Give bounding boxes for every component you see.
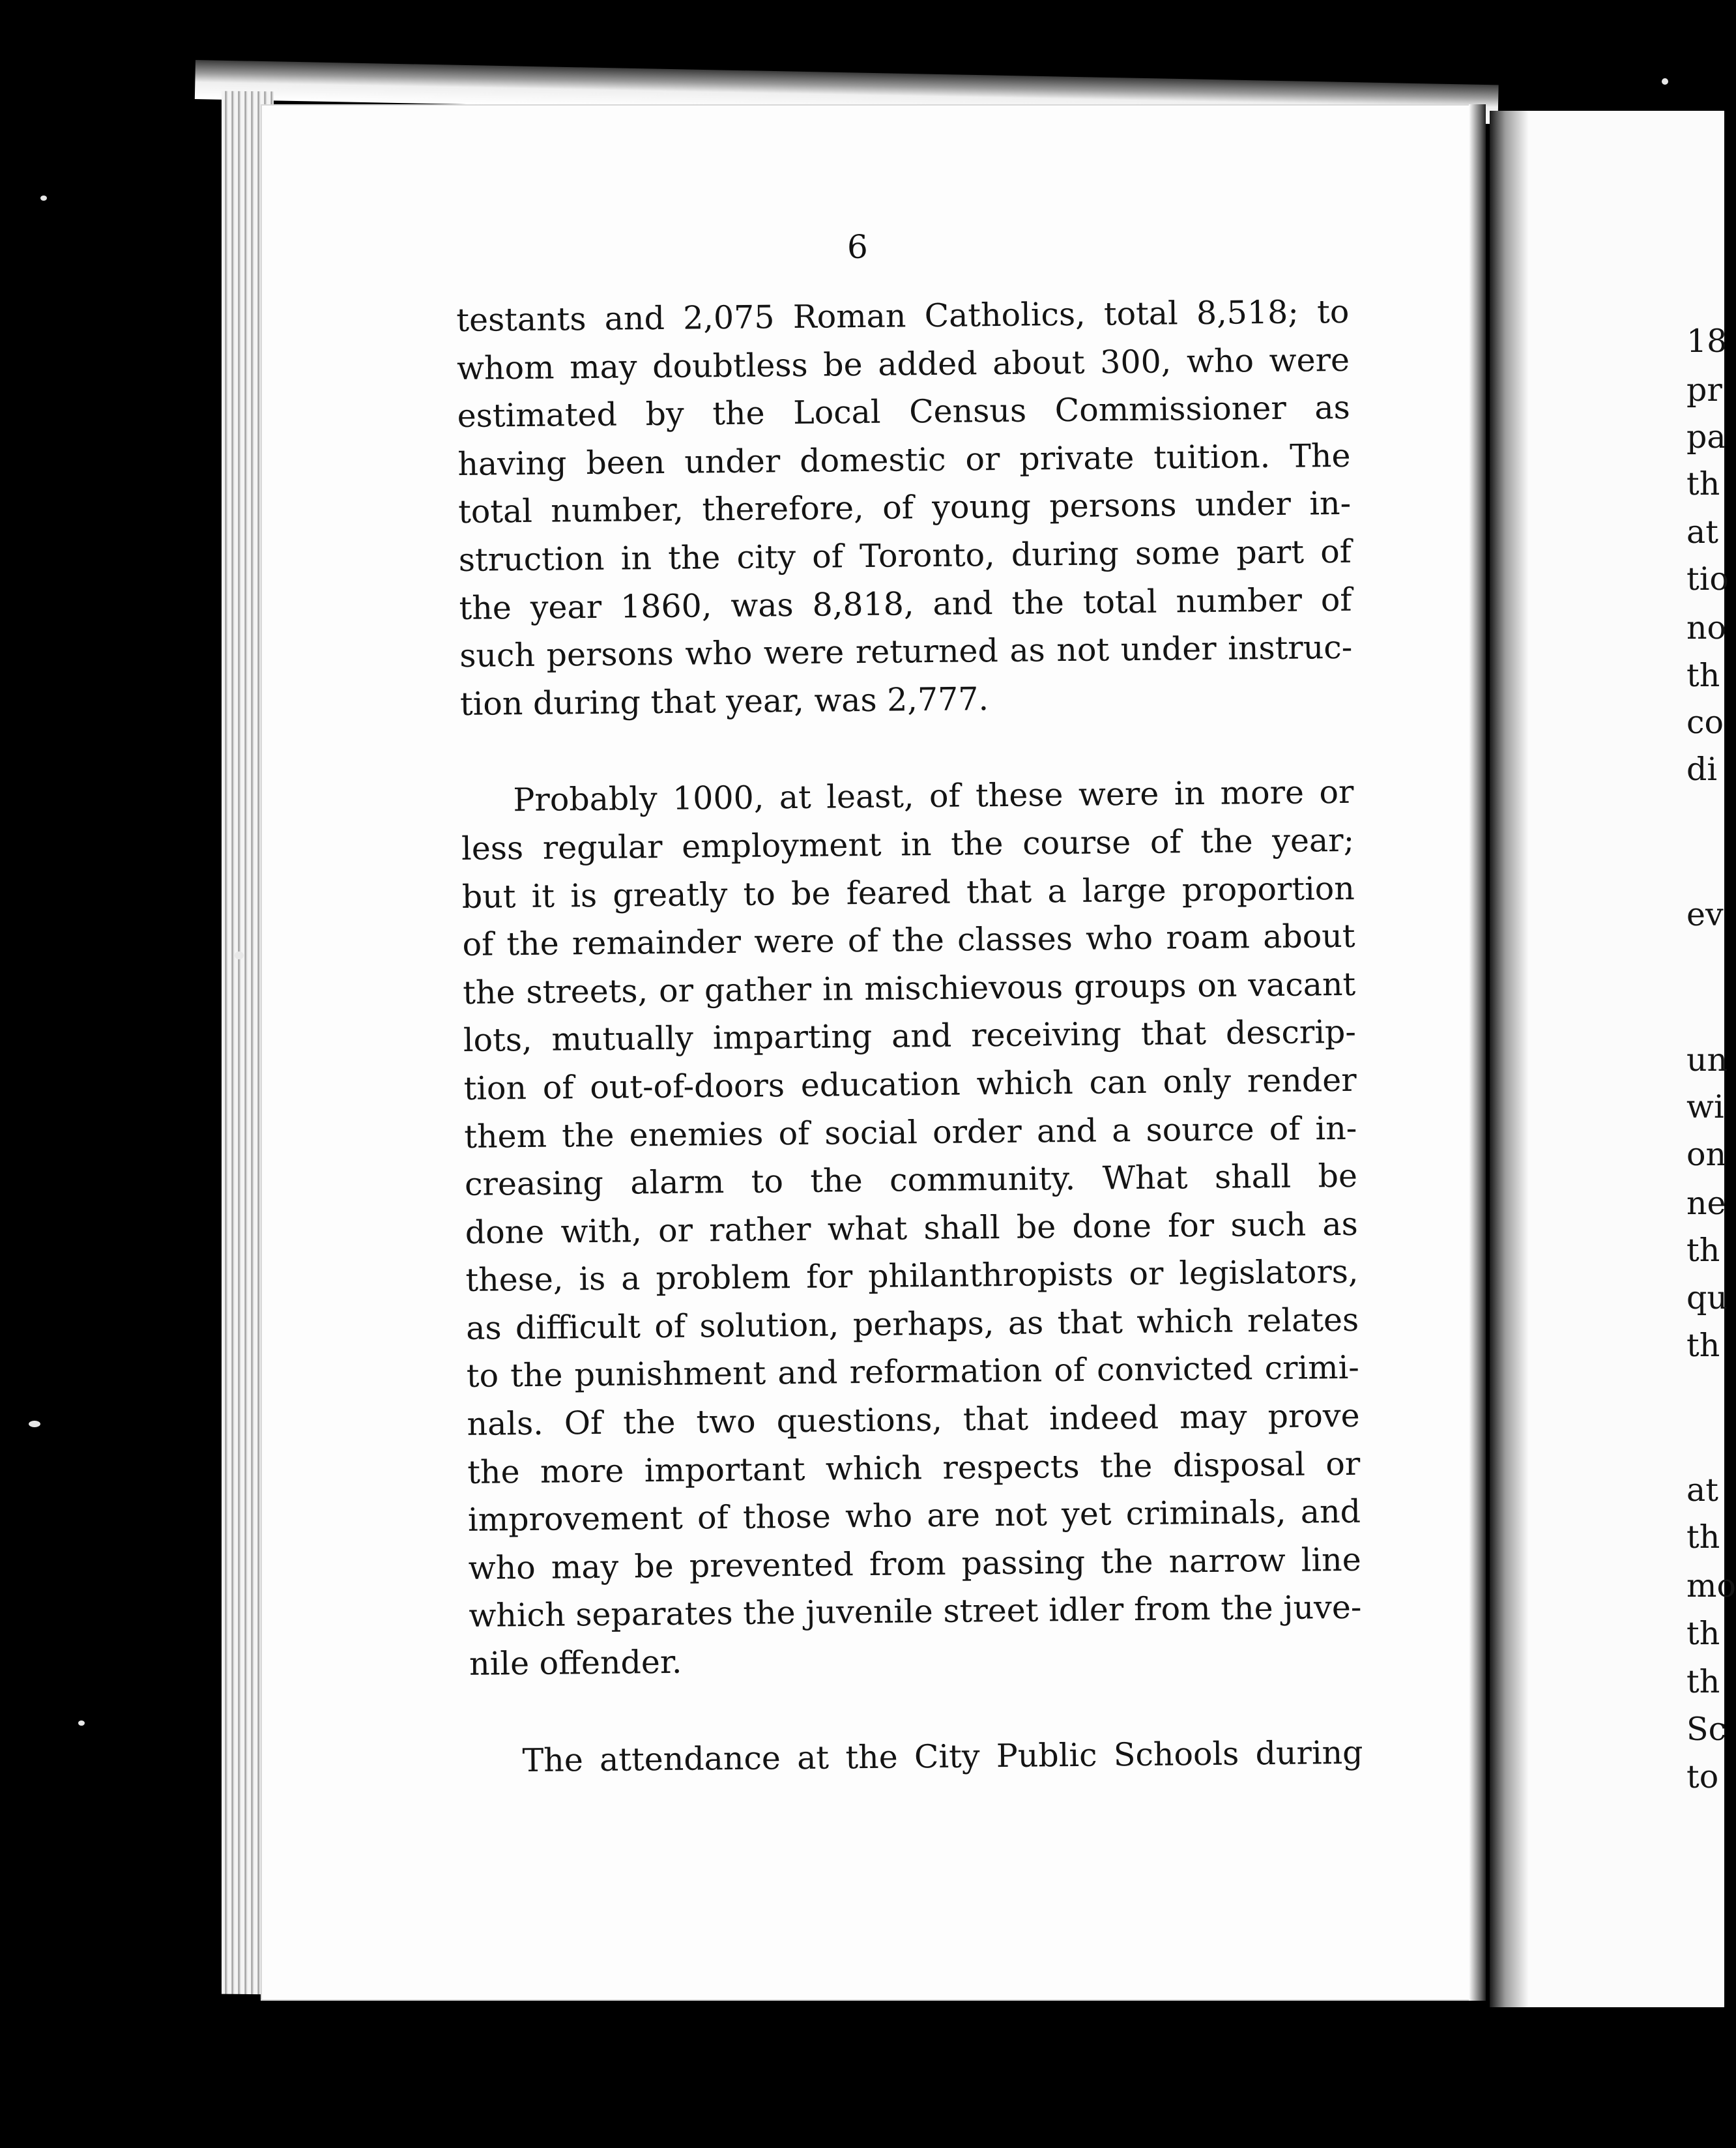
right-page-fragment: th	[1686, 657, 1720, 694]
text-line: who may be prevented from passing the narrow line	[468, 1541, 1361, 1587]
body-text	[456, 288, 1363, 1785]
right-page-fragment: pr	[1686, 371, 1722, 409]
text-line: done with, or rather what shall be done for such as	[465, 1205, 1358, 1251]
right-page-fragment: wi	[1686, 1088, 1724, 1125]
text-line: the more important which respects the disposal or	[467, 1445, 1361, 1491]
right-page-fragment: co	[1686, 704, 1724, 741]
text-line: nals. Of the two questions, that indeed may prove	[467, 1397, 1360, 1443]
right-page-fragment: 18	[1686, 323, 1728, 360]
paragraph-2	[461, 768, 1362, 1688]
text-line: of the remainder were of the classes who roam about	[462, 917, 1355, 964]
text-line: tion of out-of-doors education which can only render	[463, 1061, 1357, 1107]
text-line: less regular employment in the course of the year;	[461, 821, 1355, 867]
right-page-fragment: th	[1686, 1518, 1720, 1556]
scan-speck	[1662, 78, 1668, 85]
text-line: the streets, or gather in mischievous groups on vacant	[462, 965, 1356, 1011]
text-line: the year 1860, was 8,818, and the total number of	[459, 581, 1352, 627]
right-page-fragment: un	[1686, 1041, 1728, 1079]
text-line: The attendance at the City Public Schools during	[522, 1734, 1363, 1779]
page-number: 6	[847, 228, 868, 266]
right-page-gutter-shadow	[1490, 111, 1529, 2007]
text-line: which separates the juvenile street idler from the juve-	[469, 1589, 1362, 1635]
right-page-fragment: th	[1686, 1615, 1720, 1652]
scan-speck	[29, 1421, 40, 1427]
text-line: struction in the city of Toronto, during some part of	[458, 532, 1352, 579]
right-page-fragment: th	[1686, 465, 1720, 502]
text-line: improvement of those who are not yet criminals, and	[467, 1493, 1361, 1539]
right-page-fragment: at	[1686, 514, 1718, 551]
scan-speck	[78, 1720, 85, 1726]
text-line: to the punishment and reformation of convicted crimi-	[466, 1349, 1360, 1395]
right-page-fragment: th	[1686, 1232, 1720, 1269]
text-line: having been under domestic or private tuition. The	[457, 437, 1351, 483]
right-page-fragment: tio	[1686, 560, 1729, 598]
text-line: tion during that year, was 2,777.	[459, 680, 989, 723]
right-page-fragment: mo	[1686, 1567, 1736, 1604]
right-page-fragment: no	[1686, 609, 1727, 646]
text-line: nile offender.	[469, 1643, 682, 1683]
text-line: creasing alarm to the community. What shall be	[464, 1157, 1358, 1204]
text-line: lots, mutually imparting and receiving that descrip-	[463, 1013, 1357, 1060]
paragraph-1	[456, 288, 1353, 728]
right-page-fragment: ne	[1686, 1185, 1726, 1222]
right-page-fragment: qu	[1686, 1279, 1728, 1316]
right-page-fragment: at	[1686, 1472, 1718, 1509]
text-line: estimated by the Local Census Commissioner as	[457, 389, 1350, 435]
text-line: whom may doubtless be added about 300, who were	[456, 341, 1350, 387]
text-line: Probably 1000, at least, of these were in more or	[513, 774, 1354, 819]
text-line: such persons who were returned as not under instruc-	[459, 628, 1353, 675]
paragraph-3	[470, 1728, 1363, 1785]
text-line: as difficult of solution, perhaps, as that which relates	[465, 1301, 1359, 1347]
right-page-fragment: th	[1686, 1663, 1720, 1700]
text-line: these, is a problem for philanthropists or legislators,	[465, 1253, 1359, 1299]
text-line: them the enemies of social order and a source of in-	[464, 1109, 1357, 1155]
right-page-fragment: th	[1686, 1327, 1720, 1364]
scan-speck	[235, 951, 244, 959]
scan-speck	[40, 196, 47, 201]
right-page-fragment: Sc	[1686, 1711, 1727, 1748]
right-page-fragment: on	[1686, 1136, 1727, 1173]
text-line: but it is greatly to be feared that a large proportion	[461, 869, 1355, 916]
page-gutter	[1469, 104, 1486, 2001]
right-page-fragment: to	[1686, 1758, 1719, 1795]
text-line: total number, therefore, of young persons under in-	[457, 485, 1352, 531]
text-line: testants and 2,075 Roman Catholics, total 8,518; to	[456, 293, 1350, 339]
right-page-fragment: pa	[1686, 418, 1726, 456]
right-page-fragment: di	[1686, 751, 1718, 788]
right-page-fragment: ev	[1686, 896, 1724, 933]
